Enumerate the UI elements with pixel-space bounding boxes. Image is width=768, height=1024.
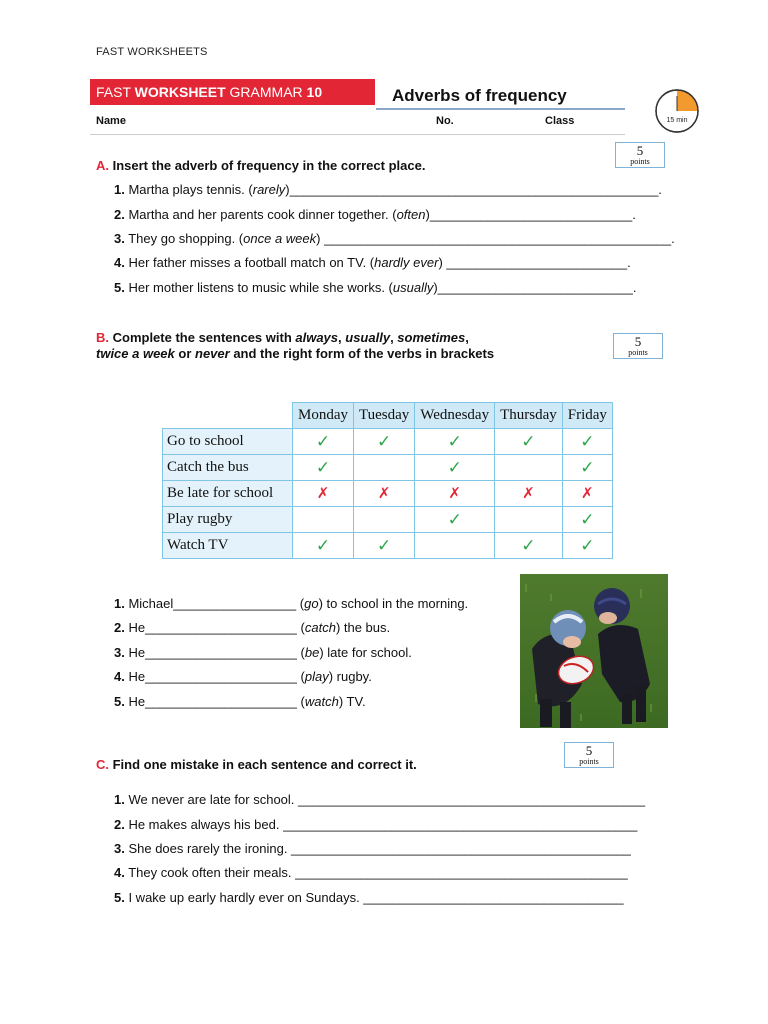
activity-cell: Play rugby xyxy=(163,507,293,533)
tick-icon xyxy=(415,429,495,455)
item-hint: usually xyxy=(392,280,434,295)
answer-blank[interactable]: ) _________________________. xyxy=(438,255,631,270)
banner-fast: FAST xyxy=(96,84,135,100)
adverb-never: never xyxy=(195,346,230,361)
tick-icon: ✓ xyxy=(315,431,331,451)
answer-blank[interactable]: He_____________________ ( xyxy=(124,669,305,684)
points-box-b xyxy=(613,333,663,359)
adverb-always: always xyxy=(295,330,339,345)
table-header-row xyxy=(163,403,613,429)
answer-blank[interactable]: They cook often their meals. ______________________________________________ xyxy=(124,865,628,880)
section-c-item-5 xyxy=(114,890,624,906)
points-number: 5 xyxy=(636,143,644,158)
tick-icon xyxy=(415,507,495,533)
day-header: Thursday xyxy=(495,403,563,429)
cross-icon xyxy=(495,481,563,507)
empty-cell xyxy=(495,507,563,533)
activity-cell: Catch the bus xyxy=(163,455,293,481)
section-a-item-1 xyxy=(114,182,662,198)
empty-cell xyxy=(293,507,354,533)
tick-icon xyxy=(293,455,354,481)
section-letter: A. xyxy=(96,158,109,173)
item-text: They go shopping. ( xyxy=(124,231,244,246)
section-b-item-3 xyxy=(114,645,412,661)
answer-blank[interactable]: He_____________________ ( xyxy=(124,645,305,660)
item-text: ) rugby. xyxy=(328,669,372,684)
section-b-instruction xyxy=(96,330,494,362)
tick-icon: ✓ xyxy=(580,431,595,451)
points-label: points xyxy=(628,348,648,357)
cross-icon: ✗ xyxy=(522,486,535,502)
tick-icon xyxy=(562,507,612,533)
top-label: FAST WORKSHEETS xyxy=(96,46,208,58)
answer-blank[interactable]: I wake up early hardly ever on Sundays. ____________________________________ xyxy=(124,890,624,905)
separator: or xyxy=(174,346,196,361)
adverb-sometimes: sometimes xyxy=(397,330,466,345)
tick-icon: ✓ xyxy=(377,535,392,555)
points-label: points xyxy=(630,157,650,166)
item-hint: go xyxy=(304,596,319,611)
day-header: Tuesday xyxy=(354,403,415,429)
item-hint: often xyxy=(396,207,426,222)
item-number: 4. xyxy=(114,669,125,684)
day-header: Friday xyxy=(562,403,612,429)
item-hint: be xyxy=(304,645,320,660)
item-hint: play xyxy=(304,669,329,684)
tick-icon: ✓ xyxy=(315,457,331,477)
banner-worksheet: WORKSHEET xyxy=(134,84,226,100)
section-b-item-1 xyxy=(114,596,468,612)
item-number: 5. xyxy=(114,280,125,295)
answer-blank[interactable]: )____________________________. xyxy=(425,207,636,222)
tick-icon: ✓ xyxy=(580,509,595,529)
timer-label: 15 min xyxy=(666,117,688,124)
item-text: ) the bus. xyxy=(335,620,391,635)
tick-icon: ✓ xyxy=(315,535,331,555)
item-number: 2. xyxy=(114,620,125,635)
section-a-item-5 xyxy=(114,280,637,296)
tick-icon: ✓ xyxy=(521,535,536,555)
item-number: 2. xyxy=(114,817,125,832)
answer-blank[interactable]: )___________________________. xyxy=(433,280,637,295)
table-row xyxy=(163,507,613,533)
banner-grammar: GRAMMAR xyxy=(225,84,307,100)
item-hint: watch xyxy=(304,694,339,709)
header-divider xyxy=(90,134,625,135)
cross-icon xyxy=(562,481,612,507)
section-a-item-2 xyxy=(114,207,636,223)
item-number: 3. xyxy=(114,231,125,246)
section-c-item-3 xyxy=(114,841,631,857)
day-header: Wednesday xyxy=(415,403,495,429)
section-b-item-5 xyxy=(114,694,366,710)
item-number: 2. xyxy=(114,207,125,222)
cross-icon: ✗ xyxy=(316,486,330,502)
instruction-text: Insert the adverb of frequency in the correct place. xyxy=(109,158,426,173)
answer-blank[interactable]: Michael_________________ ( xyxy=(124,596,305,611)
item-text: Martha and her parents cook dinner together. ( xyxy=(124,207,397,222)
day-header: Monday xyxy=(293,403,354,429)
banner-number: 10 xyxy=(306,84,323,100)
section-c-item-1 xyxy=(114,792,645,808)
item-number: 1. xyxy=(114,792,125,807)
section-c-item-4 xyxy=(114,865,628,881)
cross-icon: ✗ xyxy=(448,486,461,502)
table-row xyxy=(163,533,613,559)
activity-cell: Be late for school xyxy=(163,481,293,507)
instruction-text: Complete the sentences with xyxy=(109,330,296,345)
section-b-item-4 xyxy=(114,669,372,685)
item-hint: catch xyxy=(304,620,336,635)
points-label: points xyxy=(579,757,599,766)
adverb-usually: usually xyxy=(345,330,391,345)
answer-blank[interactable]: She does rarely the ironing. _______________________________________________ xyxy=(124,841,631,856)
instruction-text: and the right form of the verbs in brackets xyxy=(229,346,495,361)
answer-blank[interactable]: )___________________________________________________. xyxy=(285,182,662,197)
cross-icon: ✗ xyxy=(581,486,594,502)
item-number: 1. xyxy=(114,596,125,611)
tick-icon xyxy=(495,533,563,559)
item-number: 5. xyxy=(114,694,125,709)
item-text: ) late for school. xyxy=(319,645,412,660)
empty-cell xyxy=(354,455,415,481)
tick-icon xyxy=(495,429,563,455)
adverb-twice-a-week: twice a week xyxy=(96,346,175,361)
item-hint: hardly ever xyxy=(374,255,439,270)
tick-icon: ✓ xyxy=(447,509,462,529)
item-number: 4. xyxy=(114,255,125,270)
tick-icon xyxy=(562,455,612,481)
item-text: Her father misses a football match on TV. ( xyxy=(124,255,375,270)
schedule-table xyxy=(162,402,613,559)
answer-blank[interactable]: He_____________________ ( xyxy=(124,694,305,709)
points-box-c xyxy=(564,742,614,768)
tick-icon xyxy=(354,533,415,559)
class-label: Class xyxy=(545,115,575,127)
tick-icon xyxy=(415,455,495,481)
separator: , xyxy=(390,330,398,345)
page-title: Adverbs of frequency xyxy=(392,86,567,105)
activity-cell: Go to school xyxy=(163,429,293,455)
item-number: 4. xyxy=(114,865,125,880)
tick-icon xyxy=(293,429,354,455)
timer-icon xyxy=(654,88,700,134)
section-letter: C. xyxy=(96,757,109,772)
cross-icon xyxy=(354,481,415,507)
separator: , xyxy=(338,330,346,345)
tick-icon: ✓ xyxy=(580,457,595,477)
number-label: No. xyxy=(436,115,454,127)
section-letter: B. xyxy=(96,330,109,345)
answer-blank[interactable]: He_____________________ ( xyxy=(124,620,305,635)
worksheet-banner xyxy=(90,79,375,105)
item-text: ) to school in the morning. xyxy=(318,596,469,611)
answer-blank[interactable]: ) ________________________________________________. xyxy=(316,231,675,246)
empty-cell xyxy=(495,455,563,481)
section-a-item-3 xyxy=(114,231,675,247)
cross-icon xyxy=(415,481,495,507)
empty-cell xyxy=(415,533,495,559)
item-hint: once a week xyxy=(243,231,317,246)
item-number: 1. xyxy=(114,182,125,197)
points-number: 5 xyxy=(634,334,642,349)
separator: , xyxy=(465,330,469,345)
section-a-instruction xyxy=(96,158,425,174)
tick-icon: ✓ xyxy=(447,431,462,451)
tick-icon: ✓ xyxy=(377,431,392,451)
table-corner xyxy=(163,403,293,429)
title-underline xyxy=(376,108,625,110)
cross-icon: ✗ xyxy=(377,486,391,502)
tick-icon xyxy=(562,533,612,559)
item-text: Martha plays tennis. ( xyxy=(124,182,253,197)
activity-cell: Watch TV xyxy=(163,533,293,559)
item-text: ) TV. xyxy=(338,694,366,709)
points-number: 5 xyxy=(585,743,593,758)
table-row xyxy=(163,429,613,455)
tick-icon: ✓ xyxy=(447,457,462,477)
section-a-item-4 xyxy=(114,255,631,271)
points-box-a xyxy=(615,142,665,168)
cross-icon xyxy=(293,481,354,507)
rugby-kids-photo xyxy=(520,574,668,728)
item-number: 5. xyxy=(114,890,125,905)
instruction-text: Find one mistake in each sentence and correct it. xyxy=(109,757,417,772)
tick-icon: ✓ xyxy=(580,535,595,555)
answer-blank[interactable]: We never are late for school. ________________________________________________ xyxy=(124,792,646,807)
name-label: Name xyxy=(96,115,126,127)
table-row xyxy=(163,455,613,481)
item-number: 3. xyxy=(114,841,125,856)
tick-icon xyxy=(354,429,415,455)
answer-blank[interactable]: He makes always his bed. _________________________________________________ xyxy=(124,817,638,832)
tick-icon: ✓ xyxy=(521,431,536,451)
section-b-item-2 xyxy=(114,620,390,636)
section-c-instruction xyxy=(96,757,417,773)
table-row xyxy=(163,481,613,507)
tick-icon xyxy=(293,533,354,559)
tick-icon xyxy=(562,429,612,455)
item-number: 3. xyxy=(114,645,125,660)
empty-cell xyxy=(354,507,415,533)
item-hint: rarely xyxy=(252,182,286,197)
section-c-item-2 xyxy=(114,817,637,833)
item-text: Her mother listens to music while she works. ( xyxy=(124,280,393,295)
